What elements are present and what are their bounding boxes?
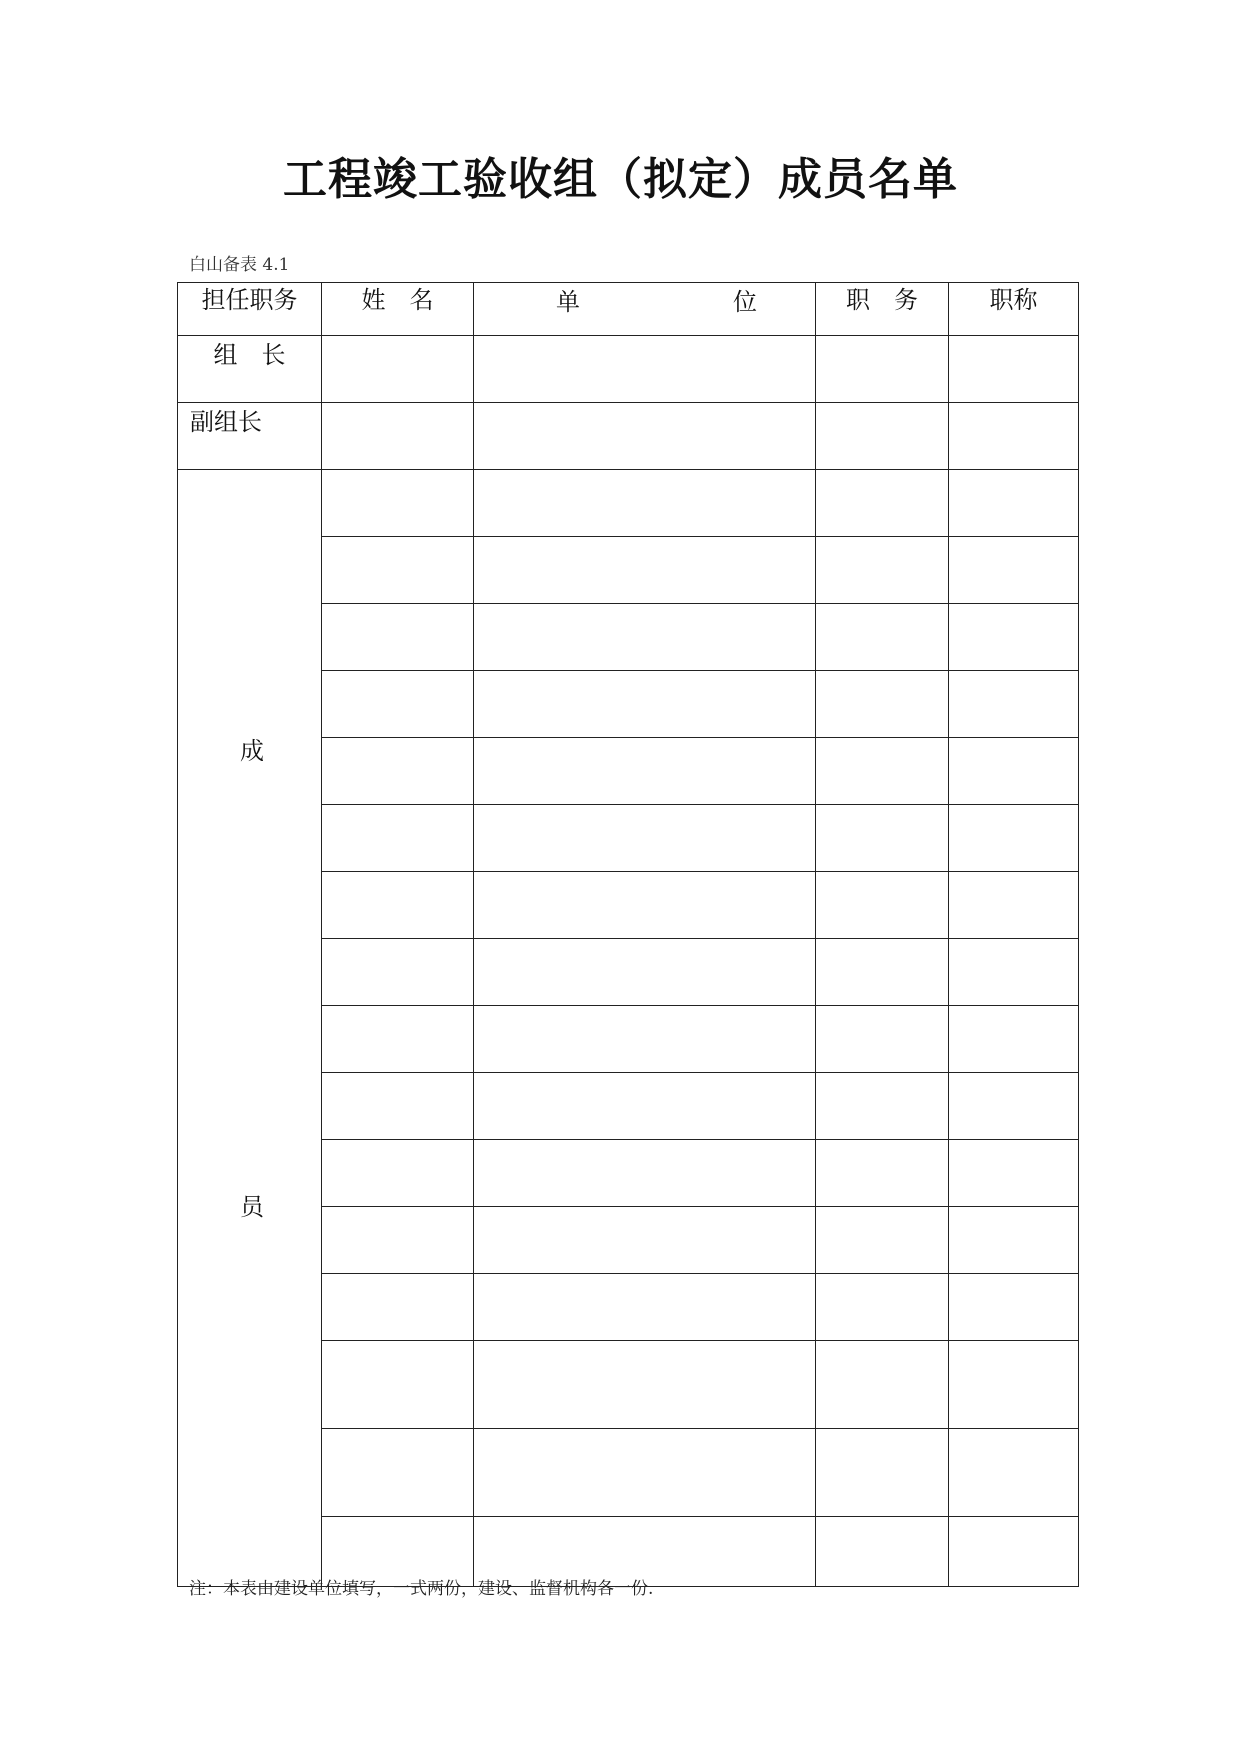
member-roster-table [177, 282, 1079, 1587]
deputy-name-cell[interactable] [322, 403, 474, 470]
member-title-cell[interactable] [949, 1274, 1079, 1341]
deputy-unit-cell[interactable] [474, 403, 816, 470]
member-unit-cell[interactable] [474, 470, 816, 537]
member-name-cell[interactable] [322, 1517, 474, 1587]
member-name-cell[interactable] [322, 537, 474, 604]
member-title-cell[interactable] [949, 872, 1079, 939]
role-leader: 组 长 [178, 336, 322, 403]
member-name-cell[interactable] [322, 1341, 474, 1429]
member-unit-cell[interactable] [474, 671, 816, 738]
member-unit-cell[interactable] [474, 1006, 816, 1073]
member-title-cell[interactable] [949, 470, 1079, 537]
member-title-cell[interactable] [949, 1140, 1079, 1207]
member-unit-cell[interactable] [474, 1207, 816, 1274]
member-unit-cell[interactable] [474, 1429, 816, 1517]
header-title: 职称 [949, 283, 1079, 336]
member-title-cell[interactable] [949, 1006, 1079, 1073]
member-position-cell[interactable] [816, 1341, 949, 1429]
member-position-cell[interactable] [816, 872, 949, 939]
table-row [178, 470, 1079, 537]
member-position-cell[interactable] [816, 1207, 949, 1274]
footnote: 注：本表由建设单位填写，一式两份，建设、监督机构各一份. [189, 1579, 654, 1599]
member-name-cell[interactable] [322, 470, 474, 537]
table-row-leader [178, 336, 1079, 403]
leader-unit-cell[interactable] [474, 336, 816, 403]
member-position-cell[interactable] [816, 1517, 949, 1587]
header-unit-right: 位 [733, 288, 757, 316]
member-position-cell[interactable] [816, 738, 949, 805]
member-unit-cell[interactable] [474, 1140, 816, 1207]
member-unit-cell[interactable] [474, 604, 816, 671]
member-title-cell[interactable] [949, 1429, 1079, 1517]
member-title-cell[interactable] [949, 805, 1079, 872]
deputy-position-cell[interactable] [816, 403, 949, 470]
member-name-cell[interactable] [322, 1073, 474, 1140]
member-unit-cell[interactable] [474, 1341, 816, 1429]
header-unit [474, 283, 816, 336]
member-position-cell[interactable] [816, 805, 949, 872]
table-row-deputy [178, 403, 1079, 470]
member-title-cell[interactable] [949, 1517, 1079, 1587]
member-name-cell[interactable] [322, 1006, 474, 1073]
header-unit-left: 单 [556, 288, 580, 316]
role-member [178, 470, 322, 1587]
member-position-cell[interactable] [816, 1274, 949, 1341]
member-name-cell[interactable] [322, 671, 474, 738]
member-name-cell[interactable] [322, 939, 474, 1006]
member-unit-cell[interactable] [474, 939, 816, 1006]
member-position-cell[interactable] [816, 1006, 949, 1073]
member-name-cell[interactable] [322, 805, 474, 872]
role-deputy: 副组长 [178, 403, 322, 470]
member-unit-cell[interactable] [474, 1517, 816, 1587]
member-position-cell[interactable] [816, 470, 949, 537]
member-label-char-1: 成 [240, 737, 264, 765]
member-title-cell[interactable] [949, 1073, 1079, 1140]
member-name-cell[interactable] [322, 872, 474, 939]
member-position-cell[interactable] [816, 1140, 949, 1207]
member-unit-cell[interactable] [474, 738, 816, 805]
member-title-cell[interactable] [949, 671, 1079, 738]
header-role: 担任职务 [178, 283, 322, 336]
member-label-char-2: 员 [240, 1193, 264, 1221]
member-title-cell[interactable] [949, 1341, 1079, 1429]
member-title-cell[interactable] [949, 1207, 1079, 1274]
header-name: 姓 名 [322, 283, 474, 336]
member-position-cell[interactable] [816, 1073, 949, 1140]
member-name-cell[interactable] [322, 738, 474, 805]
member-title-cell[interactable] [949, 537, 1079, 604]
member-name-cell[interactable] [322, 1274, 474, 1341]
leader-position-cell[interactable] [816, 336, 949, 403]
member-unit-cell[interactable] [474, 805, 816, 872]
table-header-row [178, 283, 1079, 336]
member-position-cell[interactable] [816, 537, 949, 604]
member-title-cell[interactable] [949, 604, 1079, 671]
leader-title-cell[interactable] [949, 336, 1079, 403]
header-position: 职 务 [816, 283, 949, 336]
member-name-cell[interactable] [322, 1140, 474, 1207]
member-position-cell[interactable] [816, 604, 949, 671]
member-name-cell[interactable] [322, 1429, 474, 1517]
page-title: 工程竣工验收组（拟定）成员名单 [283, 154, 958, 205]
member-unit-cell[interactable] [474, 1073, 816, 1140]
member-position-cell[interactable] [816, 939, 949, 1006]
member-title-cell[interactable] [949, 738, 1079, 805]
member-position-cell[interactable] [816, 1429, 949, 1517]
member-unit-cell[interactable] [474, 1274, 816, 1341]
member-unit-cell[interactable] [474, 537, 816, 604]
leader-name-cell[interactable] [322, 336, 474, 403]
member-position-cell[interactable] [816, 671, 949, 738]
member-name-cell[interactable] [322, 1207, 474, 1274]
form-code: 白山备表 4.1 [189, 255, 290, 275]
deputy-title-cell[interactable] [949, 403, 1079, 470]
member-title-cell[interactable] [949, 939, 1079, 1006]
member-name-cell[interactable] [322, 604, 474, 671]
member-unit-cell[interactable] [474, 872, 816, 939]
